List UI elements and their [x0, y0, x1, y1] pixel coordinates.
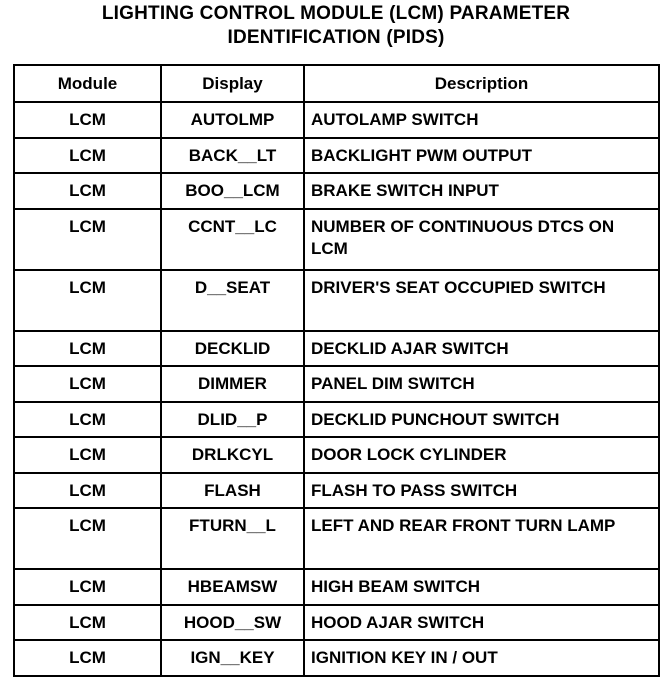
table-row [14, 209, 659, 270]
table-row [14, 569, 659, 605]
display-cell: DIMMER [161, 366, 304, 402]
display-cell: BOO__LCM [161, 173, 304, 209]
description-cell: HOOD AJAR SWITCH [304, 605, 659, 641]
table-row [14, 270, 659, 331]
description-cell: DOOR LOCK CYLINDER [304, 437, 659, 473]
display-cell: FTURN__L [161, 508, 304, 569]
display-cell: AUTOLMP [161, 102, 304, 138]
description-cell: HIGH BEAM SWITCH [304, 569, 659, 605]
description-cell: IGNITION KEY IN / OUT [304, 640, 659, 676]
module-cell: LCM [14, 605, 161, 641]
display-cell: IGN__KEY [161, 640, 304, 676]
module-cell: LCM [14, 640, 161, 676]
description-cell: BACKLIGHT PWM OUTPUT [304, 138, 659, 174]
display-cell: HOOD__SW [161, 605, 304, 641]
column-header-module: Module [14, 65, 161, 102]
module-cell: LCM [14, 402, 161, 438]
table-row [14, 640, 659, 676]
module-cell: LCM [14, 138, 161, 174]
module-cell: LCM [14, 102, 161, 138]
module-cell: LCM [14, 437, 161, 473]
description-cell: FLASH TO PASS SWITCH [304, 473, 659, 509]
title-line-2: IDENTIFICATION (PIDS) [227, 27, 445, 48]
description-cell: PANEL DIM SWITCH [304, 366, 659, 402]
module-cell: LCM [14, 366, 161, 402]
module-cell: LCM [14, 473, 161, 509]
table-header-row [14, 65, 659, 102]
table-row [14, 138, 659, 174]
table-row [14, 331, 659, 367]
module-cell: LCM [14, 331, 161, 367]
description-cell: DECKLID PUNCHOUT SWITCH [304, 402, 659, 438]
description-cell: DRIVER'S SEAT OCCUPIED SWITCH [304, 270, 659, 331]
description-cell: AUTOLAMP SWITCH [304, 102, 659, 138]
module-cell: LCM [14, 569, 161, 605]
display-cell: FLASH [161, 473, 304, 509]
column-header-display: Display [161, 65, 304, 102]
table-row [14, 437, 659, 473]
display-cell: DLID__P [161, 402, 304, 438]
description-cell: NUMBER OF CONTINUOUS DTCS ON LCM [304, 209, 659, 270]
description-cell: LEFT AND REAR FRONT TURN LAMP [304, 508, 659, 569]
display-cell: CCNT__LC [161, 209, 304, 270]
display-cell: HBEAMSW [161, 569, 304, 605]
column-header-description: Description [304, 65, 659, 102]
display-cell: D__SEAT [161, 270, 304, 331]
module-cell: LCM [14, 209, 161, 270]
table-row [14, 366, 659, 402]
page-title [0, 2, 672, 50]
pid-table [13, 64, 660, 677]
table-row [14, 508, 659, 569]
module-cell: LCM [14, 508, 161, 569]
title-line-1: LIGHTING CONTROL MODULE (LCM) PARAMETER [101, 3, 571, 24]
table-row [14, 605, 659, 641]
module-cell: LCM [14, 270, 161, 331]
description-cell: BRAKE SWITCH INPUT [304, 173, 659, 209]
table-row [14, 173, 659, 209]
display-cell: DRLKCYL [161, 437, 304, 473]
description-cell: DECKLID AJAR SWITCH [304, 331, 659, 367]
display-cell: DECKLID [161, 331, 304, 367]
display-cell: BACK__LT [161, 138, 304, 174]
table-row [14, 473, 659, 509]
table-row [14, 402, 659, 438]
table-body [14, 102, 659, 676]
module-cell: LCM [14, 173, 161, 209]
table-row [14, 102, 659, 138]
